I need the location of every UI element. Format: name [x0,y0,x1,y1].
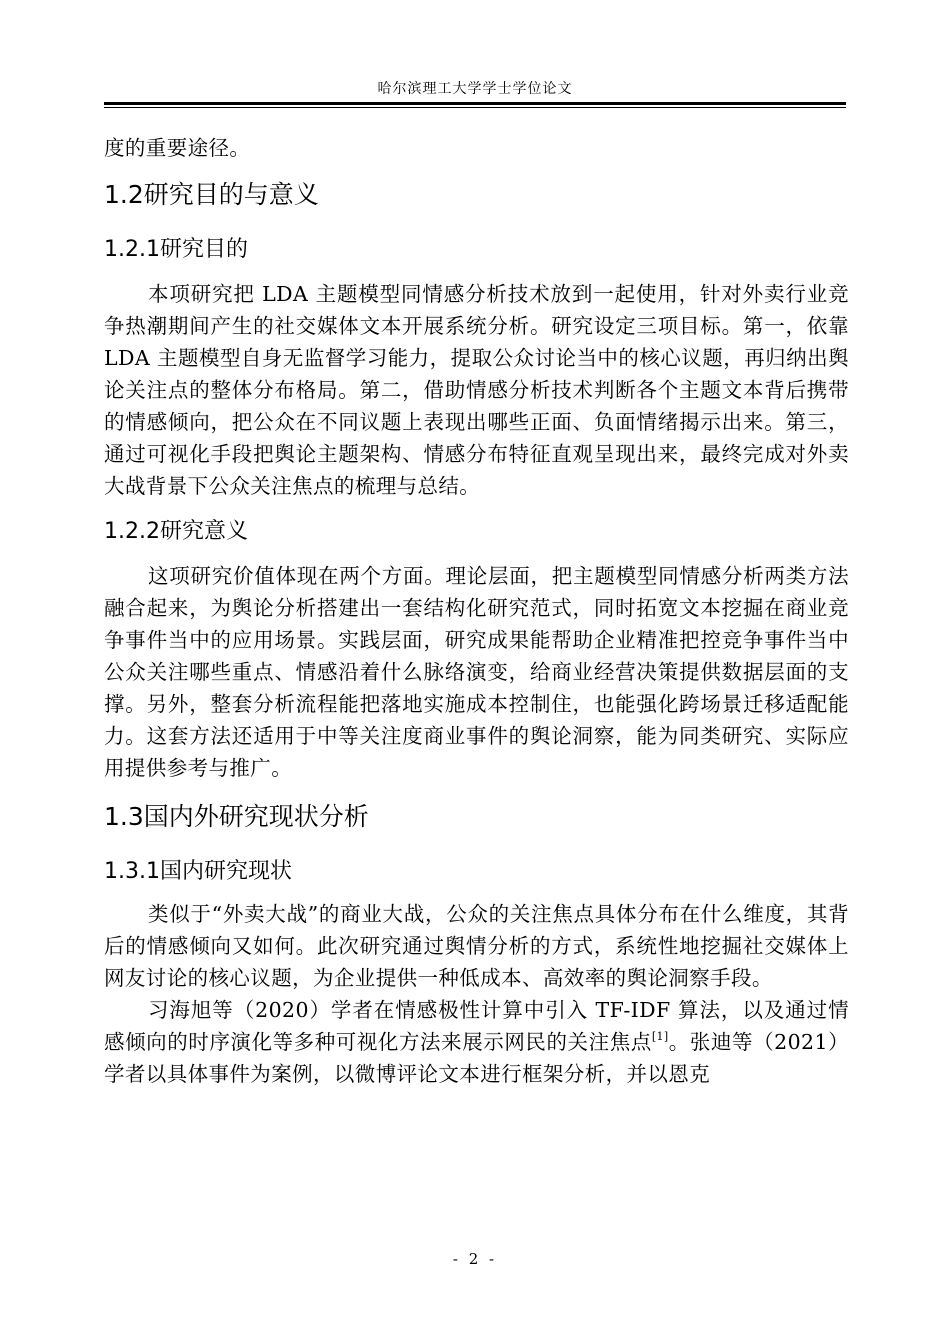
paragraph-research-purpose: 本项研究把 LDA 主题模型同情感分析技术放到一起使用，针对外卖行业竞争热潮期间产生的社交媒体文本开展系统分析。研究设定三项目标。第一，依靠 LDA 主题模型自身无监督学习能力，提取公众讨论当中的核心议题，再归纳出舆论关注点的整体分布格局。第二，借助情感分析技术判断各个主题文本背后携带的情感倾向，把公众在不同议题上表现出哪些正面、负面情绪揭示出来。第三，通过可视化手段把舆论主题架构、情感分布特征直观呈现出来，最终完成对外卖大战背景下公众关注焦点的梳理与总结。 [104,282,849,498]
paragraph-research-significance: 这项研究价值体现在两个方面。理论层面，把主题模型同情感分析两类方法融合起来，为舆论分析搭建出一套结构化研究范式，同时拓宽文本挖掘在商业竞争事件当中的应用场景。实践层面，研究成果能帮助企业精准把控竞争事件当中公众关注哪些重点、情感沿着什么脉络演变，给商业经营决策提供数据层面的支撑。另外，整套分析流程能把落地实施成本控制住，也能强化跨场景迁移适配能力。这套方法还适用于中等关注度商业事件的舆论洞察，能为同类研究、实际应用提供参考与推广。 [104,564,849,780]
page-number: - 2 - [452,1250,498,1268]
header-rule-thin [104,107,846,108]
section-heading-1-2: 1.2研究目的与意义 [104,180,319,209]
paragraph-domestic-status-1: 类似于“外卖大战”的商业大战，公众的关注焦点具体分布在什么维度，其背后的情感倾向又如何。此次研究通过舆情分析的方式，系统性地挖掘社交媒体上网友讨论的核心议题，为企业提供一种低成本、高效率的舆论洞察手段。 [104,902,849,990]
section-heading-1-3: 1.3国内外研究现状分析 [104,802,369,831]
continuation-paragraph: 度的重要途径。 [104,136,251,160]
citation-reference-1[interactable]: [1] [651,1030,669,1043]
paragraph-text-part-1: 习海旭等（2020）学者在情感极性计算中引入 TF-IDF 算法，以及通过情感倾向的时序演化等多种可视化方法来展示网民的关注焦点 [104,998,849,1054]
section-heading-1-3-1: 1.3.1国内研究现状 [104,859,292,884]
section-heading-1-2-2: 1.2.2研究意义 [104,519,248,544]
paragraph-domestic-status-2 [104,994,849,1090]
section-heading-1-2-1: 1.2.1研究目的 [104,237,248,262]
header-rule-thick [104,102,846,105]
page-body [104,132,849,1090]
paragraph-text-part-2: 。张迪等（2021）学者以具体事件为案例，以微博评论文本进行框架分析，并以恩克 [104,1030,850,1086]
page-header-title: 哈尔滨理工大学学士学位论文 [377,81,573,97]
